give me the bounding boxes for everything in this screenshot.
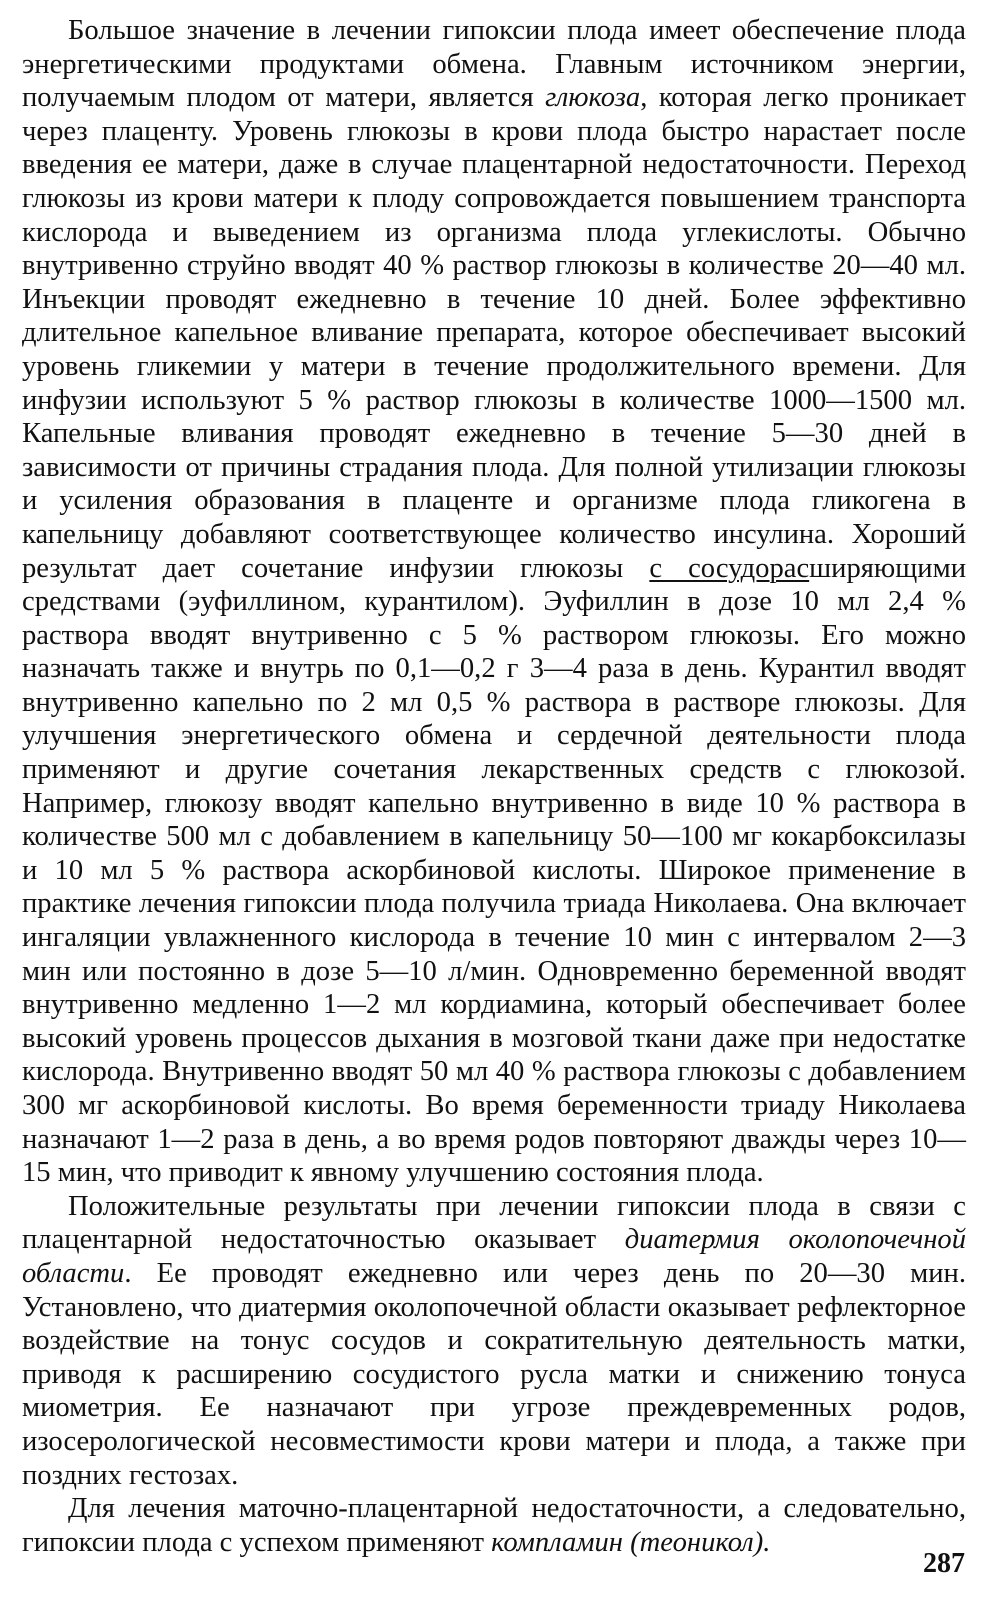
text-segment: Большое значение в лечении гипоксии плода имеет обеспечение плода энергетическими продуктами обмена. Главным источником энергии, получаемым плодом от матери, является — [22, 15, 966, 114]
paragraph-complamin — [22, 1492, 966, 1559]
paragraph-diathermy — [22, 1190, 966, 1492]
underlined-phrase: с сосудорас — [649, 552, 810, 584]
page-number: 287 — [923, 1548, 965, 1579]
text-segment: , которая легко проникает через плаценту. Уровень глюкозы в крови плода быстро нарастает после введения ее матери, даже в случае плацентарной недостаточности. Переход глюкозы из крови матери к плоду сопровождается повышением транспорта кислорода и выведением из организма плода углекислоты. Обычно внутривенно струйно вводят 40 % раствор глюкозы в количестве 20—40 мл. Инъекции проводят ежедневно в течение 10 дней. Более эффективно длительное капельное вливание препарата, которое обеспечивает высокий уровень гликемии у матери в течение продолжительного времени. Для инфузии используют 5 % раствор глюкозы в количестве 1000—1500 мл. Капельные вливания проводят ежедневно в течение 5—30 дней в зависимости от причины страдания плода. Для полной утилизации глюкозы и усиления образования в плаценте и организме плода гликогена в капельницу добавляют соответствующее количество инсулина. Хороший результат дает сочетание инфузии глюкозы — [22, 82, 966, 584]
text-segment: Положительные результаты при лечении гипоксии плода в связи с плацентарной недостаточностью оказывает — [22, 1190, 966, 1256]
term-complamin: компламин (теоникол). — [491, 1526, 771, 1558]
paragraph-glucose — [22, 14, 966, 1190]
text-segment: Для лечения маточно-плацентарной недостаточности, а следовательно, гипоксии плода с успехом применяют — [22, 1493, 966, 1558]
text-segment: ширяющими средствами (эуфиллином, курантилом). Эуфиллин в дозе 10 мл 2,4 % раствора вводят внутривенно с 5 % раствором глюкозы. Его можно назначать также и внутрь по 0,1—0,2 г 3—4 раза в день. Курантил вводят внутривенно капельно по 2 мл 0,5 % раствора в растворе глюкозы. Для улучшения энергетического обмена и сердечной деятельности плода применяют и другие сочетания лекарственных средств с глюкозой. Например, глюкозу вводят капельно внутривенно в виде 10 % раствора в количестве 500 мл с добавлением в капельницу 50—100 мг кокарбоксилазы и 10 мл 5 % раствора аскорбиновой кислоты. Широкое применение в практике лечения гипоксии плода получила триада Николаева. Она включает ингаляции увлажненного кислорода в течение 10 мин с интервалом 2—3 мин или постоянно в дозе 5—10 л/мин. Одновременно беременной вводят внутривенно медленно 1—2 мл кордиамина, который обеспечивает более высокий уровень процессов дыхания в мозговой ткани даже при недостатке кислорода. Внутривенно вводят 50 мл 40 % раствора глюкозы с добавлением 300 мг аскорбиновой кислоты. Во время беременности триаду Николаева назначают 1—2 раза в день, а во время родов повторяют дважды через 10—15 мин, что приводит к явному улучшению состояния плода. — [22, 552, 967, 1189]
document-body — [22, 14, 966, 1559]
text-segment: . Ее проводят ежедневно или через день по 20—30 мин. Установлено, что диатермия околопочечной области оказывает рефлекторное воздействие на тонус сосудов и сократительную деятельность матки, приводя к расширению сосудистого русла матки и снижению тонуса миометрия. Ее назначают при угрозе преждевременных родов, изосерологической несовместимости крови матери и плода, а также при поздних гестозах. — [22, 1257, 966, 1491]
term-diathermy: диатермия околопочечной области — [22, 1224, 966, 1289]
term-glucose: глюкоза — [545, 82, 641, 114]
